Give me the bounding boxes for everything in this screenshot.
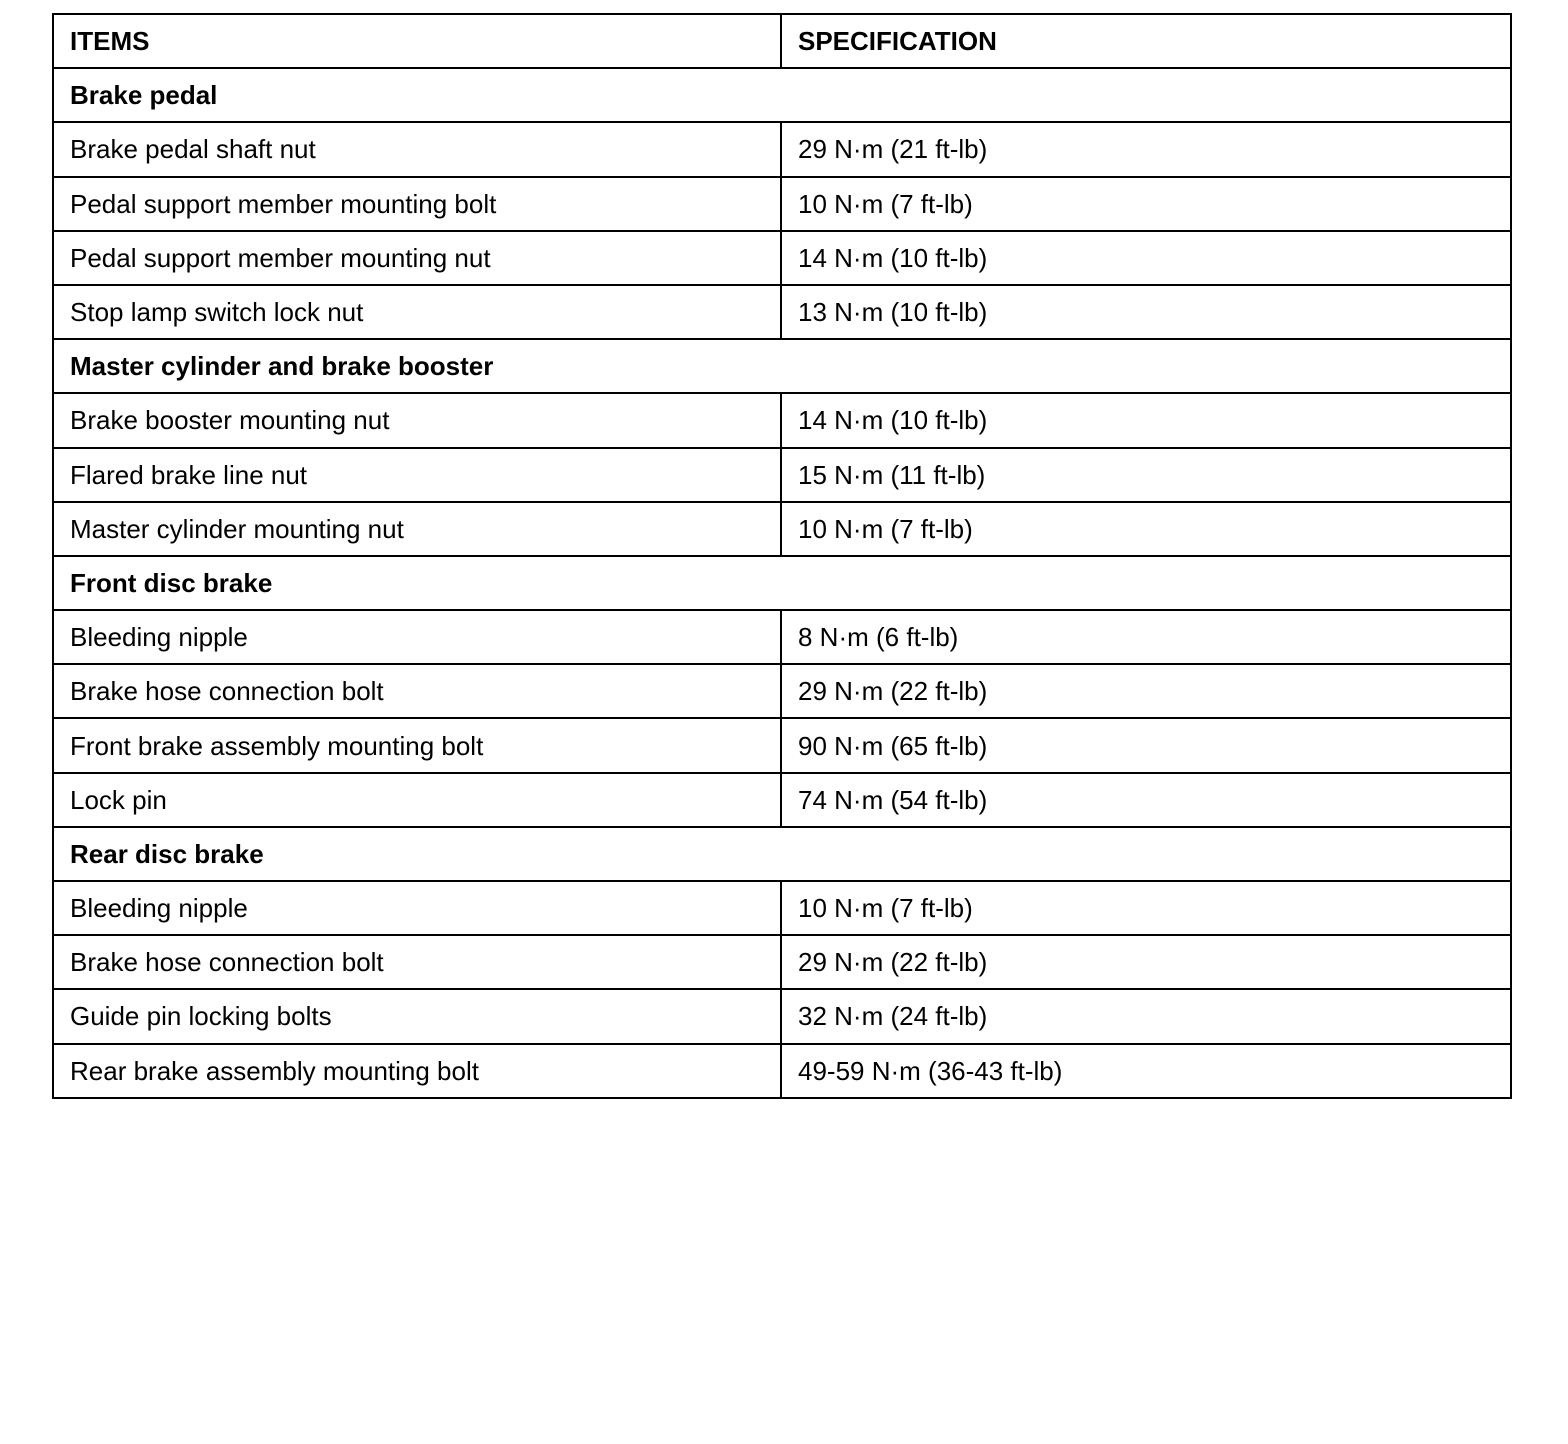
specification-cell: 49-59 N·m (36-43 ft-lb) <box>781 1044 1511 1098</box>
item-cell: Bleeding nipple <box>53 881 781 935</box>
specification-cell: 29 N·m (21 ft-lb) <box>781 122 1511 176</box>
item-cell: Brake hose connection bolt <box>53 664 781 718</box>
section-row-rear-disc-brake <box>53 827 1511 881</box>
items-column-header: ITEMS <box>53 14 781 68</box>
section-title: Brake pedal <box>53 68 1511 122</box>
specification-cell: 10 N·m (7 ft-lb) <box>781 502 1511 556</box>
section-title: Front disc brake <box>53 556 1511 610</box>
item-cell: Stop lamp switch lock nut <box>53 285 781 339</box>
table-row <box>53 989 1511 1043</box>
specification-cell: 74 N·m (54 ft-lb) <box>781 773 1511 827</box>
item-cell: Brake pedal shaft nut <box>53 122 781 176</box>
section-title: Rear disc brake <box>53 827 1511 881</box>
specification-column-header: SPECIFICATION <box>781 14 1511 68</box>
torque-spec-table <box>52 13 1512 1099</box>
item-cell: Pedal support member mounting bolt <box>53 177 781 231</box>
item-cell: Flared brake line nut <box>53 448 781 502</box>
specification-cell: 10 N·m (7 ft-lb) <box>781 881 1511 935</box>
table-row <box>53 122 1511 176</box>
section-title: Master cylinder and brake booster <box>53 339 1511 393</box>
item-cell: Bleeding nipple <box>53 610 781 664</box>
table-row <box>53 935 1511 989</box>
header-row <box>53 14 1511 68</box>
specification-cell: 29 N·m (22 ft-lb) <box>781 664 1511 718</box>
specification-cell: 14 N·m (10 ft-lb) <box>781 231 1511 285</box>
section-row-front-disc-brake <box>53 556 1511 610</box>
table-row <box>53 664 1511 718</box>
table-header <box>53 14 1511 68</box>
item-cell: Front brake assembly mounting bolt <box>53 718 781 772</box>
section-row-brake-pedal <box>53 68 1511 122</box>
table-row <box>53 718 1511 772</box>
table-row <box>53 773 1511 827</box>
item-cell: Pedal support member mounting nut <box>53 231 781 285</box>
specification-cell: 8 N·m (6 ft-lb) <box>781 610 1511 664</box>
table-row <box>53 448 1511 502</box>
specification-cell: 29 N·m (22 ft-lb) <box>781 935 1511 989</box>
table-row <box>53 177 1511 231</box>
item-cell: Guide pin locking bolts <box>53 989 781 1043</box>
item-cell: Master cylinder mounting nut <box>53 502 781 556</box>
specification-cell: 15 N·m (11 ft-lb) <box>781 448 1511 502</box>
item-cell: Lock pin <box>53 773 781 827</box>
specification-cell: 14 N·m (10 ft-lb) <box>781 393 1511 447</box>
item-cell: Rear brake assembly mounting bolt <box>53 1044 781 1098</box>
specification-cell: 90 N·m (65 ft-lb) <box>781 718 1511 772</box>
specification-cell: 10 N·m (7 ft-lb) <box>781 177 1511 231</box>
table-body <box>53 68 1511 1098</box>
table-row <box>53 502 1511 556</box>
section-row-master-cylinder-and-brake-booster <box>53 339 1511 393</box>
table-row <box>53 285 1511 339</box>
table-row <box>53 881 1511 935</box>
item-cell: Brake hose connection bolt <box>53 935 781 989</box>
table-row <box>53 393 1511 447</box>
specification-cell: 13 N·m (10 ft-lb) <box>781 285 1511 339</box>
item-cell: Brake booster mounting nut <box>53 393 781 447</box>
table-row <box>53 1044 1511 1098</box>
table-row <box>53 231 1511 285</box>
specification-cell: 32 N·m (24 ft-lb) <box>781 989 1511 1043</box>
table-row <box>53 610 1511 664</box>
